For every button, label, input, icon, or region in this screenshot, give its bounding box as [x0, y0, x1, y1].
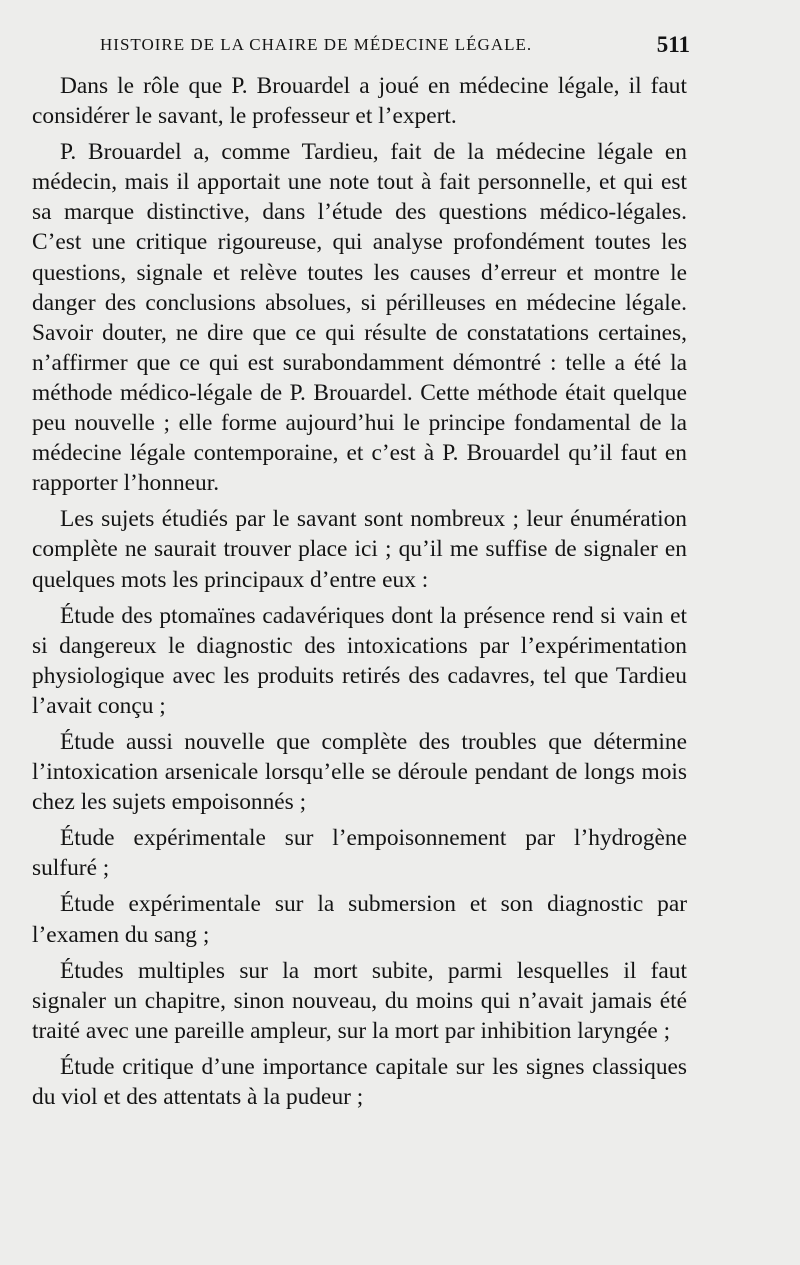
paragraph-roles: Dans le rôle que P. Brouardel a joué en médecine légale, il faut considérer le savant, le professeur et l’expert.	[32, 73, 687, 130]
paragraph-method: P. Brouardel a, comme Tardieu, fait de la médecine légale en médecin, mais il apportait une note tout à fait personnelle, et qui est sa marque distinctive, dans l’étude des questions médico-légales. C’est une critique rigoureuse, qui analyse profondément toutes les questions, signale et relève toutes les causes d’erreur et montre le danger des conclusions absolues, si périlleuses en médecine légale. Savoir douter, ne dire que ce qui résulte de constatations certaines, n’affirmer que ce qui est surabondamment démontré : telle a été la méthode médico-légale de P. Brouardel. Cette méthode était quelque peu nouvelle ; elle forme aujourd’hui le principe fondamental de la médecine légale contemporaine, et c’est à P. Brouardel qu’il faut en rapporter l’honneur.	[32, 139, 687, 497]
paragraph-arsenic: Étude aussi nouvelle que complète des troubles que détermine l’intoxication arsenicale lorsqu’elle se déroule pendant de longs mois chez les sujets empoisonnés ;	[32, 728, 687, 816]
body-text	[32, 71, 687, 1112]
paragraph-sudden-death: Études multiples sur la mort subite, parmi lesquelles il faut signaler un chapitre, sinon nouveau, du moins qui n’avait jamais été traité avec une pareille ampleur, sur la mort par inhibition laryngée ;	[32, 957, 687, 1044]
page-number: 511	[656, 32, 690, 57]
paragraph-assault-signs: Étude critique d’une importance capitale sur les signes classiques du viol et des attentats à la pudeur ;	[32, 1053, 687, 1110]
running-title: HISTOIRE DE LA CHAIRE DE MÉDECINE LÉGALE.	[100, 35, 533, 54]
paragraph-hydrogen-sulfide: Étude expérimentale sur l’empoisonnement par l’hydrogène sulfuré ;	[32, 825, 687, 882]
paragraph-ptomaines: Étude des ptomaïnes cadavériques dont la présence rend si vain et si dangereux le diagnostic des intoxications par l’expérimentation physiologique avec les produits retirés des cadavres, tel que Tardieu l’avait conçu ;	[32, 602, 687, 719]
paragraph-subjects-intro: Les sujets étudiés par le savant sont nombreux ; leur énumération complète ne saurait trouver place ici ; qu’il me suffise de signaler en quelques mots les principaux d’entre eux :	[32, 506, 687, 593]
paragraph-submersion: Étude expérimentale sur la submersion et son diagnostic par l’examen du sang ;	[32, 891, 687, 948]
running-head	[100, 32, 690, 59]
